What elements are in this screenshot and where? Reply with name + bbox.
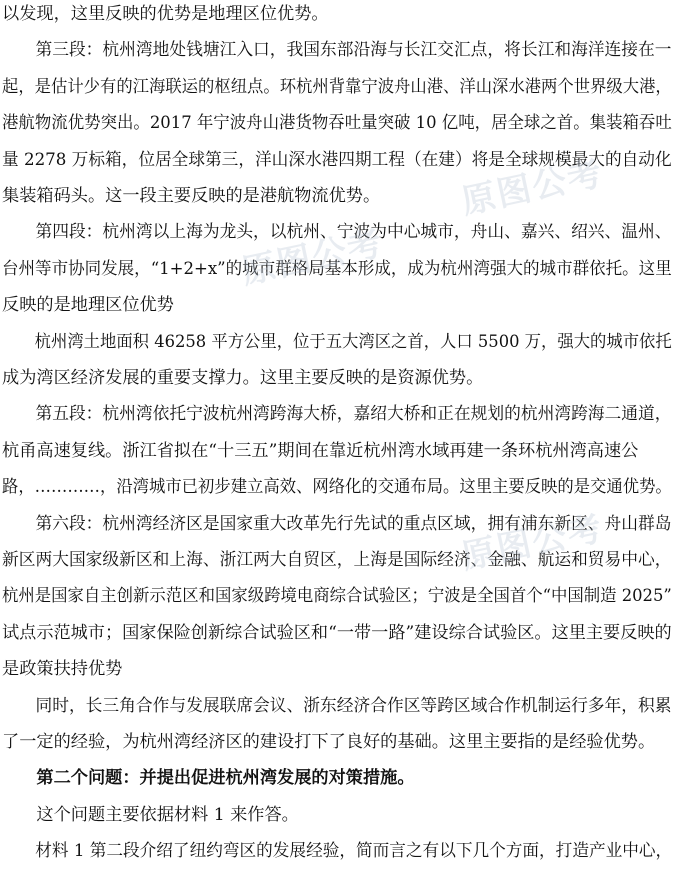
text-line: 台州等市协同发展，“1+2+x”的城市群格局基本形成，成为杭州湾强大的城市群依托。这里 [2,258,672,279]
watermark: 原图公考 [458,508,608,578]
text-line: 量 2278 万标箱，位居全球第三，洋山深水港四期工程（在建）将是全球规模最大的自动化 [2,149,672,170]
text-line: 材料 1 第二段介绍了纽约弯区的发展经验，简而言之有以下几个方面，打造产业中心， [2,841,673,862]
text-line: 成为湾区经济发展的重要支撑力。这里主要反映的是资源优势。 [2,368,484,388]
watermark: 原图公考 [458,153,608,223]
text-line: 起，是估计少有的江海联运的枢纽点。环杭州背靠宁波舟山港、洋山深水港两个世界级大港， [2,76,672,97]
text-line: 新区两大国家级新区和上海、浙江两大自贸区，上海是国际经济、金融、航运和贸易中心， [2,550,672,570]
text-line: 第三段：杭州湾地处钱塘江入口，我国东部沿海与长江交汇点，将长江和海洋连接在一 [2,40,672,61]
text-line: 杭州是国家自主创新示范区和国家级跨境电商综合试验区；宁波是全国首个“中国制造 2025” [2,586,672,607]
text-line: 同时，长三角合作与发展联席会议、浙东经济合作区等跨区域合作机制运行多年，积累 [2,695,672,716]
text-line: 第四段：杭州湾以上海为龙头，以杭州、宁波为中心城市，舟山、嘉兴、绍兴、温州、 [2,222,672,243]
text-line: 第五段：杭州湾依托宁波杭州湾跨海大桥，嘉绍大桥和正在规划的杭州湾跨海二通道， [2,404,672,425]
text-line: 反映的是地理区位优势 [2,295,174,316]
text-line: 杭甬高速复线。浙江省拟在“十三五”期间在靠近杭州湾水域再建一条环杭州湾高速公 [2,440,639,461]
text-line: 路，…………，沿湾城市已初步建立高效、网络化的交通布局。这里主要反映的是交通优势。 [2,477,672,498]
text-line: 以发现，这里反映的优势是地理区位优势。 [2,4,329,24]
section-heading: 第二个问题：并提出促进杭州湾发展的对策措施。 [2,768,415,789]
text-line: 第六段：杭州湾经济区是国家重大改革先行先试的重点区域，拥有浦东新区、舟山群岛 [2,513,672,534]
text-line: 集装箱码头。这一段主要反映的是港航物流优势。 [2,186,381,206]
text-line: 了一定的经验，为杭州湾经济区的建设打下了良好的基础。这里主要指的是经验优势。 [2,732,656,752]
text-line: 试点示范城市；国家保险创新综合试验区和“一带一路”建设综合试验区。这里主要反映的 [2,622,672,643]
text-line: 这个问题主要依据材料 1 来作答。 [2,804,299,825]
watermark: 原图公考 [238,223,388,293]
text-line: 是政策扶持优势 [2,659,123,680]
text-line: 杭州湾土地面积 46258 平方公里，位于五大湾区之首，人口 5500 万，强大的城市依托 [2,331,672,352]
text-line: 港航物流优势突出。2017 年宁波舟山港货物吞吐量突破 10 亿吨，居全球之首。集装箱吞吐 [2,113,672,134]
